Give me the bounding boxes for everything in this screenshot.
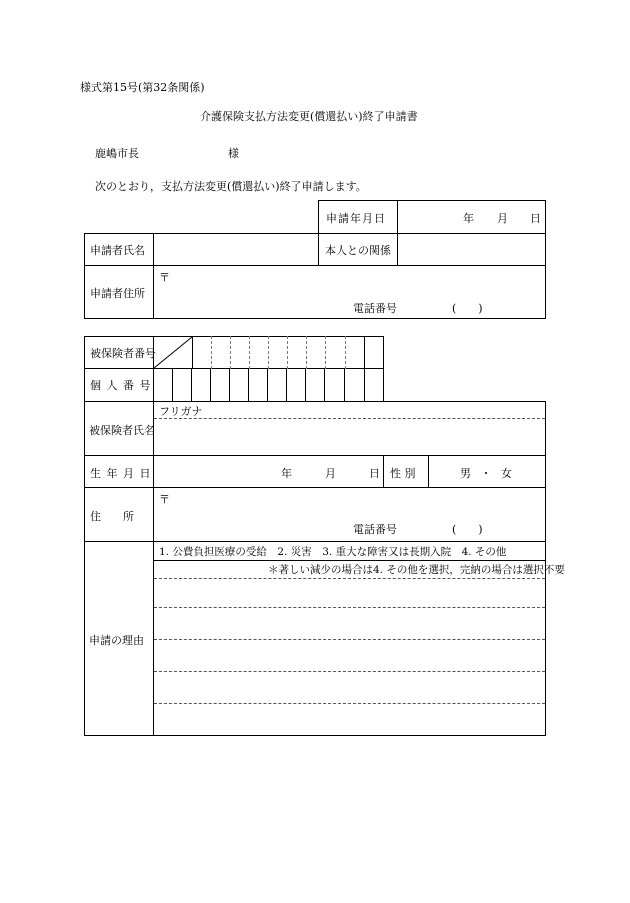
birth-year: 年 xyxy=(281,467,292,480)
insured-name-field[interactable] xyxy=(154,419,545,455)
reason-detail-field[interactable] xyxy=(154,579,545,735)
reason-note: ＊著しい減少の場合は4. その他を選択，完納の場合は選択不要 xyxy=(268,564,565,576)
birth-date-field[interactable] xyxy=(154,456,383,487)
insured-number-label: 被保険者番号 xyxy=(90,347,156,360)
phone-paren: ( ) xyxy=(452,302,483,315)
birth-day: 日 xyxy=(369,467,380,480)
personal-number-label: 個 人 番 号 xyxy=(90,379,152,392)
insured-address-label: 住 所 xyxy=(90,510,134,523)
page-title: 介護保険支払方法変更(償還払い)終了申請書 xyxy=(200,110,418,123)
relationship-field[interactable] xyxy=(398,234,544,266)
application-date-label: 申請年月日 xyxy=(326,212,386,225)
intro-text: 次のとおり，支払方法変更(償還払い)終了申請します。 xyxy=(95,180,367,193)
sex-options: 男 ・ 女 xyxy=(460,467,512,480)
insured-address-field[interactable] xyxy=(154,488,545,541)
applicant-address-label: 申請者住所 xyxy=(90,287,145,300)
insured-number-field[interactable] xyxy=(192,337,383,368)
date-month: 月 xyxy=(497,212,508,225)
addressee-city: 鹿嶋市長 xyxy=(95,147,139,160)
reason-label: 申請の理由 xyxy=(89,634,144,647)
birth-date-label: 生 年 月 日 xyxy=(90,467,152,480)
postal-mark: 〒 xyxy=(159,271,170,284)
birth-month: 月 xyxy=(325,467,336,480)
applicant-address-field[interactable] xyxy=(154,266,544,318)
personal-number-field[interactable] xyxy=(154,369,383,401)
applicant-name-field[interactable] xyxy=(154,234,318,266)
relationship-label: 本人との関係 xyxy=(325,244,391,257)
slash-cell xyxy=(154,337,192,368)
date-day: 日 xyxy=(530,212,541,225)
insured-postal-mark: 〒 xyxy=(159,493,170,506)
addressee-suffix: 様 xyxy=(228,147,239,160)
insured-phone-label: 電話番号 xyxy=(353,523,397,536)
insured-phone-paren: ( ) xyxy=(452,523,483,536)
form-id: 様式第15号(第32条関係) xyxy=(80,81,205,94)
date-year: 年 xyxy=(463,212,474,225)
sex-label: 性 別 xyxy=(390,467,416,480)
insured-name-label: 被保険者氏名 xyxy=(89,424,155,437)
furigana-label: フリガナ xyxy=(159,405,203,418)
phone-label: 電話番号 xyxy=(353,302,397,315)
applicant-name-label: 申請者氏名 xyxy=(90,244,145,257)
reason-options-text: 1. 公費負担医療の受給 2. 災害 3. 重大な障害又は長期入院 4. その他 xyxy=(159,546,507,558)
furigana-field[interactable] xyxy=(154,402,545,418)
